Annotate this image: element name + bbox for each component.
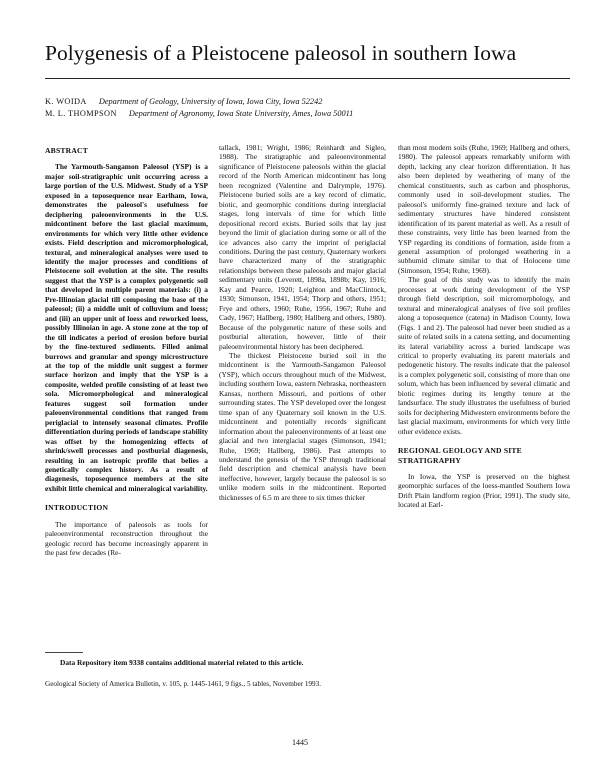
- author-affiliation: Department of Geology, University of Iowa, Iowa City, Iowa 52242: [98, 97, 323, 106]
- data-repository-note: Data Repository item 9338 contains additional material related to this article.: [60, 658, 304, 667]
- column-1: [45, 146, 208, 558]
- journal-citation: Geological Society of America Bulletin, v. 105, p. 1445-1461, 9 figs., 5 tables, November 1993.: [45, 680, 322, 688]
- author-name: M. L. THOMPSON: [45, 109, 117, 118]
- page-number: 1445: [292, 738, 308, 747]
- body-paragraph: tallack, 1981; Wright, 1986; Reinhardt and Sigleo, 1988). The stratigraphic and paleoenvironmental significance of Pleistocene paleosols within the glacial record of the North American midcontinent has long been recognized (Valentine and Dalrymple, 1976). Pleistocene buried soils are a key record of climatic, biotic, and geomorphic conditions during interglacial stages, long intervals of time for which little depositional record exists. Buried soils that lay just beyond the limit of glaciation during some or all of the ice advances also carry the imprint of periglacial conditions. During the past century, Quaternary workers have characterized many of the stratigraphic relationships between these paleosols and major glacial sedimentary units (Leverett, 1898a, 1898b; Kay, 1916; Kay and Pearce, 1920; Leighton and MacClintock, 1930; Simonson, 1941, 1954; Thorp and others, 1951; Frye and others, 1960; Ruhe, 1956, 1967; Ruhe and Cady, 1967; Hallberg, 1980; Hallberg and others, 1980). Because of the polygenetic nature of these soils and postburial alteration, however, little of their paleoenvironmental history has been deciphered.: [219, 143, 386, 351]
- paper-title: Polygenesis of a Pleistocene paleosol in southern Iowa: [45, 41, 517, 65]
- body-paragraph: The thickest Pleistocene buried soil in the midcontinent is the Yarmouth-Sangamon Paleosol (YSP), which occurs throughout much of the Midwest, including southern Iowa, eastern Nebraska, northeastern Kansas, northern Missouri, and portions of other surrounding states. The YSP developed over the longest time span of any Quaternary soil known in the U.S. midcontinent and potentially records significant information about the paleoenvironments of at least one glacial and two interglacial stages (Simonson, 1941; Ruhe, 1969; Hallberg, 1986). Past attempts to understand the genesis of the YSP through traditional field description and chemical analysis have been ineffective, however, largely because the paleosol is so unlike modern soils in the midcontinent. Reported thicknesses of 6.5 m are three to six times thicker: [219, 350, 386, 502]
- column-3: [398, 143, 570, 510]
- introduction-heading: INTRODUCTION: [45, 503, 109, 513]
- author-name: K. WOIDA: [45, 97, 87, 106]
- body-paragraph: In Iowa, the YSP is preserved on the highest geomorphic surfaces of the loess-mantled Southern Iowa Drift Plain landform region (Prior, 1991). The study site, located at Earl-: [398, 471, 570, 510]
- author-line: [45, 108, 353, 119]
- body-paragraph: than most modern soils (Ruhe, 1969; Hallberg and others, 1980). The paleosol appears remarkably uniform with depth, lacking any clear horizon differentiation. It has also been depleted by weathering of many of the chemical constituents, such as carbon and phosphorus, commonly used in soil-development studies. The paleosol's uniformly fine-grained texture and lack of sedimentary structures have hindered consistent identification of its parent material as well. As a result of these constraints, very little has been learned from the YSP regarding its conditions of formation, aside from a general assumption of prolonged weathering in a subhumid climate similar to that of Holocene time (Simonson, 1954; Ruhe, 1969).: [398, 143, 570, 275]
- body-paragraph: The importance of paleosols as tools for paleoenvironmental reconstruction throughout the geologic record has become increasingly apparent in the past few decades (Re-: [45, 519, 208, 558]
- author-affiliation: Department of Agronomy, Iowa State University, Ames, Iowa 50011: [128, 109, 354, 118]
- column-2: [219, 143, 386, 502]
- abstract-heading: ABSTRACT: [45, 146, 88, 155]
- abstract-text: The Yarmouth-Sangamon Paleosol (YSP) is a major soil-stratigraphic unit occurring across a large portion of the U.S. Midwest. Study of a YSP exposed in a toposequence near Earlham, Iowa, demonstrates the paleosol's usefulness for deciphering paleoenvironments in the U.S. midcontinent before the last glacial maximum, environments for which very little other evidence exists. Field description and micromorphological, textural, and mineralogical analyses were used to identify the major processes and conditions of Pleistocene soil evolution at the site. The results suggest that the YSP is a complex polygenetic soil that developed in multiple parent materials: (i) a Pre-Illinoian glacial till composing the base of the paleosol; (ii) a middle unit of colluvium and loess; and (iii) an upper unit of loess and reworked loess, possibly Illinoian in age. A stone zone at the top of the till indicates a period of erosion before burial by the fine-textured sediments. Filled animal burrows and granular and spongy microstructure at the top of the middle unit suggest a former surface horizon and imply that the YSP is a composite, welded profile consisting of at least two sola. Micromorphological and mineralogical features suggest soil formation under paleoenvironmental conditions that ranged from periglacial to intensely seasonal climates. Profile differentiation during periods of landscape stability was offset by the homogenizing effects of shrink/swell processes and postburial diagenesis, resulting in an isotropic profile that belies a genetically complex history. As a result of diagenesis, toposequence members at the site exhibit little chemical and mineralogical variability.: [45, 162, 208, 493]
- body-paragraph: The goal of this study was to identify the main processes at work during development of the YSP through field description, soil micromorphology, and textural and mineralogical analyses of five soil profiles along a toposequence (catena) in Madison County, Iowa (Figs. 1 and 2). The paleosol had never been studied as a suite of related soils in a catena setting, and documenting its lateral variability across a buried landscape was critical to properly evaluating its parent materials and pedogenetic history. The results indicate that the paleosol is a complex polygenetic soil, consisting of more than one solum, which has been influenced by several climatic and biotic regimes during its lengthy tenure at the landsurface. The study illustrates the usefulness of buried soils for deciphering Midwestern environments before the last glacial maximum, environments for which very little other evidence exists.: [398, 275, 571, 436]
- regional-geology-heading: REGIONAL GEOLOGY AND SITE STRATIGRAPHY: [398, 446, 522, 465]
- footnote-rule: [45, 652, 83, 653]
- title-rule: [45, 78, 570, 79]
- author-line: [45, 96, 322, 107]
